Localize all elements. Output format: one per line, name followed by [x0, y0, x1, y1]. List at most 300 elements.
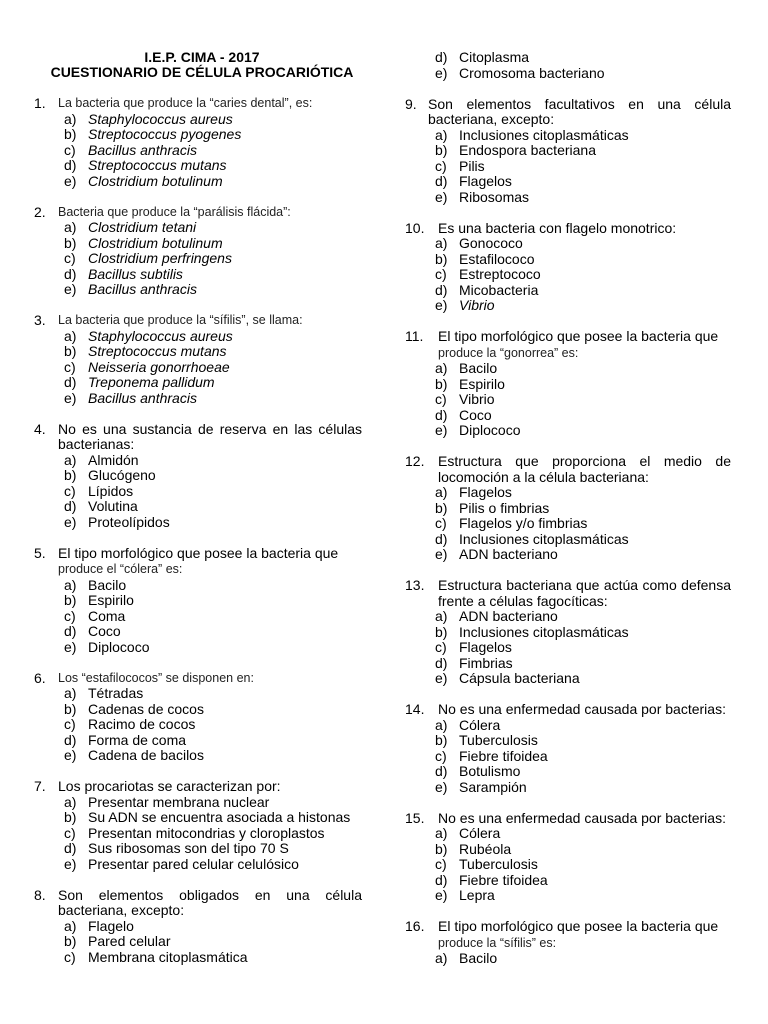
option-text: Sarampión [459, 778, 527, 795]
question-text-main: Son elementos obligados en una célula bacteriana, excepto: [58, 886, 362, 918]
question-stem [405, 97, 731, 128]
answer-option [64, 919, 362, 935]
questionnaire-title: CUESTIONARIO DE CÉLULA PROCARIÓTICA [50, 64, 354, 80]
option-letter: c) [64, 948, 76, 965]
options-list [435, 361, 731, 439]
option-text: Diplococo [88, 638, 150, 655]
answer-option [64, 158, 362, 174]
option-letter: e) [64, 389, 77, 406]
question [34, 313, 362, 406]
question-stem [405, 221, 731, 237]
option-letter: e) [64, 513, 77, 530]
option-letter: c) [435, 157, 447, 174]
option-text: Bacilo [459, 950, 498, 966]
options-list [64, 686, 362, 764]
option-text: Flagelo [88, 917, 134, 934]
option-text: Inclusiones citoplasmáticas [459, 623, 629, 640]
option-text: Flagelos y/o fimbrias [459, 515, 588, 531]
answer-option [435, 951, 731, 967]
question-stem [405, 454, 731, 485]
question-text [58, 546, 362, 578]
question-stem [405, 578, 731, 609]
question-stem [34, 422, 362, 453]
option-letter: c) [64, 141, 76, 158]
question [405, 329, 731, 439]
question-text [438, 811, 731, 827]
option-text: Su ADN se encuentra asociada a histonas [88, 809, 351, 825]
answer-option [64, 329, 362, 345]
question-number: 4. [34, 420, 46, 437]
answer-option [64, 717, 362, 733]
option-text: Bacillus subtilis [88, 265, 183, 282]
question-number: 13. [405, 577, 425, 593]
question-text [58, 96, 362, 112]
option-text: Cadena de bacilos [88, 747, 204, 763]
question [34, 888, 362, 966]
option-letter: a) [64, 685, 77, 701]
option-text: Neisseria gonorrhoeae [88, 358, 230, 375]
option-letter: a) [64, 917, 77, 934]
question-text [58, 779, 362, 795]
answer-option [64, 251, 362, 267]
question-stem [34, 205, 362, 221]
option-letter: e) [64, 638, 77, 655]
option-text: Forma de coma [88, 731, 187, 748]
options-list [64, 795, 362, 873]
option-text: Staphylococcus aureus [88, 327, 233, 344]
option-letter: c) [435, 856, 447, 872]
answer-option [435, 873, 731, 889]
option-text: Endospora bacteriana [459, 142, 596, 158]
option-letter: b) [435, 840, 448, 857]
option-text: Fimbrias [459, 654, 513, 671]
answer-option [64, 950, 362, 966]
option-text: Ribosomas [459, 188, 530, 205]
option-text: Staphylococcus aureus [88, 110, 233, 127]
option-letter: e) [435, 546, 448, 562]
question-text-main: Son elementos facultativos en una célula bacteriana, excepto: [428, 95, 731, 127]
question [405, 702, 731, 795]
option-letter: b) [435, 623, 448, 640]
options-list [435, 951, 731, 967]
option-text: Gonococo [459, 235, 523, 251]
question-text-main: Estructura que proporciona el medio de locomoción a la célula bacteriana: [438, 453, 731, 485]
option-letter: b) [64, 700, 77, 717]
answer-option [435, 857, 731, 873]
option-text: Coma [88, 607, 126, 624]
option-text: Diplococo [459, 422, 521, 438]
answer-option [64, 934, 362, 950]
option-text: Racimo de cocos [88, 716, 196, 732]
answer-option [64, 826, 362, 842]
option-text: Cólera [459, 716, 501, 733]
question-stem [34, 96, 362, 112]
option-letter: d) [435, 49, 448, 65]
question [405, 221, 731, 314]
question [405, 919, 731, 967]
answer-option [435, 826, 731, 842]
question [34, 779, 362, 872]
question [34, 422, 362, 531]
answer-option [435, 252, 731, 268]
option-text: Bacillus anthracis [88, 141, 197, 158]
question-text-main: El tipo morfológico que posee la bacteria que [438, 918, 719, 934]
option-text: Coco [88, 623, 121, 639]
question-number: 14. [405, 701, 425, 717]
option-letter: e) [64, 172, 77, 189]
left-column [34, 50, 362, 981]
answer-option [435, 671, 731, 687]
option-letter: b) [435, 142, 448, 158]
answer-option [64, 515, 362, 531]
question-number: 5. [34, 544, 46, 561]
question-text-cont: produce el “cólera” es: [58, 562, 183, 576]
options-list [64, 329, 362, 407]
question-text-main: Es una bacteria con flagelo monotrico: [438, 219, 677, 236]
option-text: Clostridium perfringens [88, 250, 232, 266]
question-text [438, 702, 731, 718]
option-letter: d) [64, 157, 77, 173]
answer-option [64, 841, 362, 857]
option-letter: d) [435, 871, 448, 888]
answer-option [64, 236, 362, 252]
option-letter: a) [435, 716, 448, 733]
question-number: 12. [405, 453, 425, 469]
question [405, 578, 731, 687]
options-list [435, 236, 731, 314]
option-text: ADN bacteriano [459, 608, 558, 624]
answer-option [64, 624, 362, 640]
option-text: Tuberculosis [459, 732, 538, 748]
option-letter: a) [435, 950, 448, 966]
option-text: Coco [459, 406, 492, 423]
option-letter: a) [435, 126, 448, 143]
options-list [435, 485, 731, 563]
option-text: Cadenas de cocos [88, 700, 204, 717]
answer-option [64, 453, 362, 469]
option-letter: b) [64, 933, 77, 949]
answer-option [64, 702, 362, 718]
question-text-main: El tipo morfológico que posee la bacteria que [58, 544, 339, 561]
option-text: Inclusiones citoplasmáticas [459, 126, 629, 143]
question-text-main: Los “estafilococos” se disponen en: [58, 670, 254, 685]
option-letter: a) [64, 110, 77, 127]
answer-option [435, 656, 731, 672]
option-letter: b) [64, 809, 77, 825]
answer-option [64, 748, 362, 764]
option-letter: c) [435, 747, 447, 764]
question-stem [405, 702, 731, 718]
option-letter: e) [435, 297, 448, 313]
option-text: Streptococcus mutans [88, 157, 227, 173]
option-letter: d) [64, 731, 77, 748]
answer-option [64, 174, 362, 190]
option-text: ADN bacteriano [459, 546, 558, 562]
option-text: Rubéola [459, 840, 512, 857]
question-number: 11. [405, 328, 424, 344]
options-list [435, 609, 731, 687]
option-text: Streptococcus pyogenes [88, 126, 242, 142]
option-text: Presentan mitocondrias y cloroplastos [88, 824, 325, 841]
option-letter: d) [64, 623, 77, 639]
option-letter: a) [435, 235, 448, 251]
answer-option [435, 609, 731, 625]
answer-option [435, 267, 731, 283]
question-text [438, 221, 731, 237]
answer-option [64, 282, 362, 298]
answer-option [435, 50, 731, 66]
options-list [64, 112, 362, 190]
question-number: 9. [405, 95, 417, 112]
school-title: I.E.P. CIMA - 2017 [144, 49, 260, 65]
question-text [438, 329, 731, 361]
question-number: 6. [34, 669, 46, 686]
option-text: Bacilo [88, 576, 127, 593]
option-letter: e) [64, 747, 77, 763]
option-text: Espirilo [459, 375, 505, 392]
answer-option [435, 733, 731, 749]
answer-option [435, 764, 731, 780]
question-number: 7. [34, 778, 46, 794]
question-number: 10. [405, 219, 425, 236]
answer-option [435, 501, 731, 517]
option-letter: c) [64, 824, 76, 841]
question-number: 8. [34, 886, 46, 903]
answer-option [435, 190, 731, 206]
option-letter: c) [435, 639, 447, 655]
option-text: Pared celular [88, 933, 171, 949]
option-letter: a) [64, 793, 77, 810]
question [34, 96, 362, 189]
option-letter: b) [435, 250, 448, 267]
question [34, 205, 362, 298]
option-letter: c) [64, 250, 76, 266]
answer-option [435, 842, 731, 858]
options-list [64, 220, 362, 298]
option-text: Proteolípidos [88, 513, 170, 530]
option-letter: d) [435, 281, 448, 298]
answer-option [64, 857, 362, 873]
option-letter: d) [435, 173, 448, 189]
question-text-main: Los procariotas se caracterizan por: [58, 778, 281, 794]
question-text [58, 888, 362, 919]
left-question-list [34, 96, 362, 965]
answer-option [64, 267, 362, 283]
option-text: Estafilococo [459, 250, 535, 267]
option-text: Presentar membrana nuclear [88, 793, 270, 810]
question-text-cont: produce la “sífilis” es: [438, 935, 557, 950]
options-list [64, 578, 362, 656]
question-stem [34, 313, 362, 329]
answer-option [435, 516, 731, 532]
question-text [438, 919, 731, 951]
option-letter: c) [64, 358, 76, 375]
question-stem [34, 671, 362, 687]
options-list [435, 718, 731, 796]
question-text-main: No es una sustancia de reserva en las células bacterianas: [58, 420, 362, 452]
answer-option [435, 532, 731, 548]
option-text: Inclusiones citoplasmáticas [459, 530, 629, 547]
answer-option [64, 733, 362, 749]
question-stem [34, 546, 362, 578]
option-text: Flagelos [459, 639, 512, 655]
option-text: Bacillus anthracis [88, 389, 197, 406]
option-text: Glucógeno [88, 467, 156, 483]
right-question-list [405, 97, 731, 967]
option-letter: e) [435, 64, 448, 81]
answer-option [435, 128, 731, 144]
answer-option [64, 810, 362, 826]
option-text: Botulismo [459, 763, 521, 779]
answer-option [435, 547, 731, 563]
question-text-main: La bacteria que produce la “caries dental”, es: [58, 96, 313, 110]
option-letter: d) [435, 406, 448, 423]
answer-option [435, 640, 731, 656]
answer-option [435, 377, 731, 393]
answer-option [64, 112, 362, 128]
option-letter: a) [64, 576, 77, 593]
answer-option [435, 485, 731, 501]
answer-option [435, 236, 731, 252]
answer-option [435, 174, 731, 190]
question-number: 16. [405, 918, 425, 934]
option-text: Treponema pallidum [88, 374, 215, 390]
option-text: Fiebre tifoidea [459, 871, 548, 888]
option-text: Fiebre tifoidea [459, 747, 548, 764]
option-text: Bacilo [459, 360, 498, 376]
option-text: Lepra [459, 887, 495, 903]
question [34, 546, 362, 656]
answer-option [435, 283, 731, 299]
question-text [428, 97, 731, 128]
question-text [438, 454, 731, 485]
option-text: Pilis [459, 157, 485, 174]
option-text: Lípidos [88, 482, 134, 499]
option-text: Almidón [88, 451, 139, 468]
option-letter: c) [64, 482, 76, 499]
question-stem [405, 329, 731, 361]
right-column [405, 50, 731, 982]
option-letter: d) [64, 265, 77, 282]
option-letter: d) [64, 374, 77, 390]
answer-option [435, 718, 731, 734]
option-letter: e) [435, 670, 448, 686]
question-number: 2. [34, 203, 46, 220]
question-text [58, 422, 362, 453]
answer-option [435, 423, 731, 439]
answer-option [435, 749, 731, 765]
question-stem [405, 811, 731, 827]
option-letter: d) [64, 840, 77, 856]
option-text: Membrana citoplasmática [88, 948, 248, 965]
option-text: Flagelos [459, 173, 512, 189]
option-text: Clostridium botulinum [88, 172, 223, 189]
answer-option [64, 795, 362, 811]
answer-option [64, 391, 362, 407]
answer-option [64, 578, 362, 594]
option-text: Cólera [459, 825, 501, 841]
answer-option [64, 593, 362, 609]
option-letter: b) [64, 592, 77, 608]
option-letter: b) [64, 343, 77, 359]
options-list [64, 919, 362, 966]
options-list [435, 128, 731, 206]
question-text-main: La bacteria que produce la “sífilis”, se llama: [58, 313, 303, 327]
option-text: Presentar pared celular celulósico [88, 855, 299, 872]
answer-option [64, 484, 362, 500]
question-stem [34, 779, 362, 795]
answer-option [64, 468, 362, 484]
option-text: Estreptococo [459, 266, 541, 282]
option-letter: a) [64, 327, 77, 344]
answer-option [435, 888, 731, 904]
continued-options [435, 50, 731, 81]
question [405, 97, 731, 206]
option-text: Flagelos [459, 484, 512, 500]
option-text: Micobacteria [459, 281, 539, 298]
option-letter: c) [435, 391, 447, 407]
option-text: Vibrio [459, 297, 495, 313]
answer-option [64, 640, 362, 656]
option-letter: e) [435, 188, 448, 205]
answer-option [435, 143, 731, 159]
option-letter: b) [435, 375, 448, 392]
answer-option [435, 159, 731, 175]
option-text: Clostridium botulinum [88, 234, 223, 251]
option-letter: e) [64, 281, 77, 297]
question-number: 15. [405, 809, 425, 826]
option-letter: b) [435, 732, 448, 748]
document-header [42, 50, 362, 80]
question-text [58, 313, 362, 329]
options-list [435, 826, 731, 904]
option-letter: d) [435, 763, 448, 779]
option-letter: e) [64, 855, 77, 872]
question-number: 3. [34, 312, 46, 328]
answer-option [64, 375, 362, 391]
option-letter: a) [435, 825, 448, 841]
question [405, 811, 731, 904]
answer-option [64, 686, 362, 702]
option-text: Espirilo [88, 592, 134, 608]
option-text: Tuberculosis [459, 856, 538, 872]
option-text: Citoplasma [459, 49, 530, 65]
options-list [64, 453, 362, 531]
question [34, 671, 362, 764]
question-text-main: Estructura bacteriana que actúa como defensa frente a células fagocíticas: [438, 577, 731, 609]
option-letter: c) [64, 607, 76, 624]
answer-option [435, 66, 731, 82]
option-letter: c) [64, 716, 76, 732]
question-text-main: Bacteria que produce la “parálisis flácida”: [58, 204, 291, 219]
option-text: Volutina [88, 498, 138, 514]
answer-option [435, 392, 731, 408]
option-text: Cápsula bacteriana [459, 670, 580, 686]
question-stem [405, 919, 731, 951]
question-text-main: No es una enfermedad causada por bacterias: [438, 809, 726, 826]
option-text: Tétradas [88, 685, 144, 701]
option-letter: e) [435, 778, 448, 795]
question-text-main: No es una enfermedad causada por bacterias: [438, 701, 726, 717]
answer-option [64, 344, 362, 360]
question-text [58, 205, 362, 221]
answer-option [64, 609, 362, 625]
option-letter: a) [64, 219, 77, 235]
question [405, 454, 731, 563]
option-letter: c) [435, 266, 447, 282]
question-number: 1. [34, 95, 46, 111]
option-text: Vibrio [459, 391, 495, 407]
